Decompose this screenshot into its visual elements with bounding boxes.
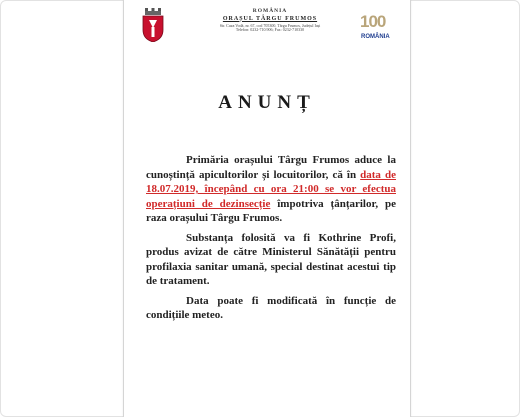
paragraph-1-end: împotriva țânțarilor, pe raza orașului Târgu Frumos.	[146, 197, 396, 224]
letterhead-address: Str. Cuza Vodă, nr. 67, cod 705300, Târgu Frumos, Județul Iași	[219, 23, 321, 29]
letterhead-phone: Telefon: 0232-710.906; Fax: 0232-710330	[235, 27, 305, 33]
paragraph-3: Data poate fi modificată în funcție de condițiile meteo.	[146, 294, 396, 321]
paragraph-1	[146, 153, 396, 226]
letterhead	[180, 9, 360, 32]
letterhead-country: ROMÂNIA	[252, 8, 288, 14]
centenary-logo-number: 100	[360, 12, 386, 31]
town-crest-icon	[142, 8, 164, 42]
announcement-page	[123, 0, 411, 417]
announcement-body	[146, 153, 396, 328]
paragraph-1-highlight: data de 18.07.2019, începând cu ora 21:00 se vor efectua operațiuni de dezinsecție	[146, 168, 397, 210]
centenary-logo	[358, 12, 402, 42]
paragraph-2: Substanța folosită va fi Kothrine Profi, produs avizat de către Ministerul Sănătății pentru profilaxia sanitar umană, special destinat acestui tip de tratament.	[146, 231, 396, 287]
paragraph-1-intro: Primăria orașului Târgu Frumos aduce la cunoștință apicultorilor și locuitorilor, că în	[146, 154, 396, 181]
announcement-title: ANUNȚ	[218, 92, 316, 113]
letterhead-town: ORAȘUL TÂRGU FRUMOS	[222, 15, 318, 22]
centenary-logo-label: ROMÂNIA	[361, 34, 390, 40]
